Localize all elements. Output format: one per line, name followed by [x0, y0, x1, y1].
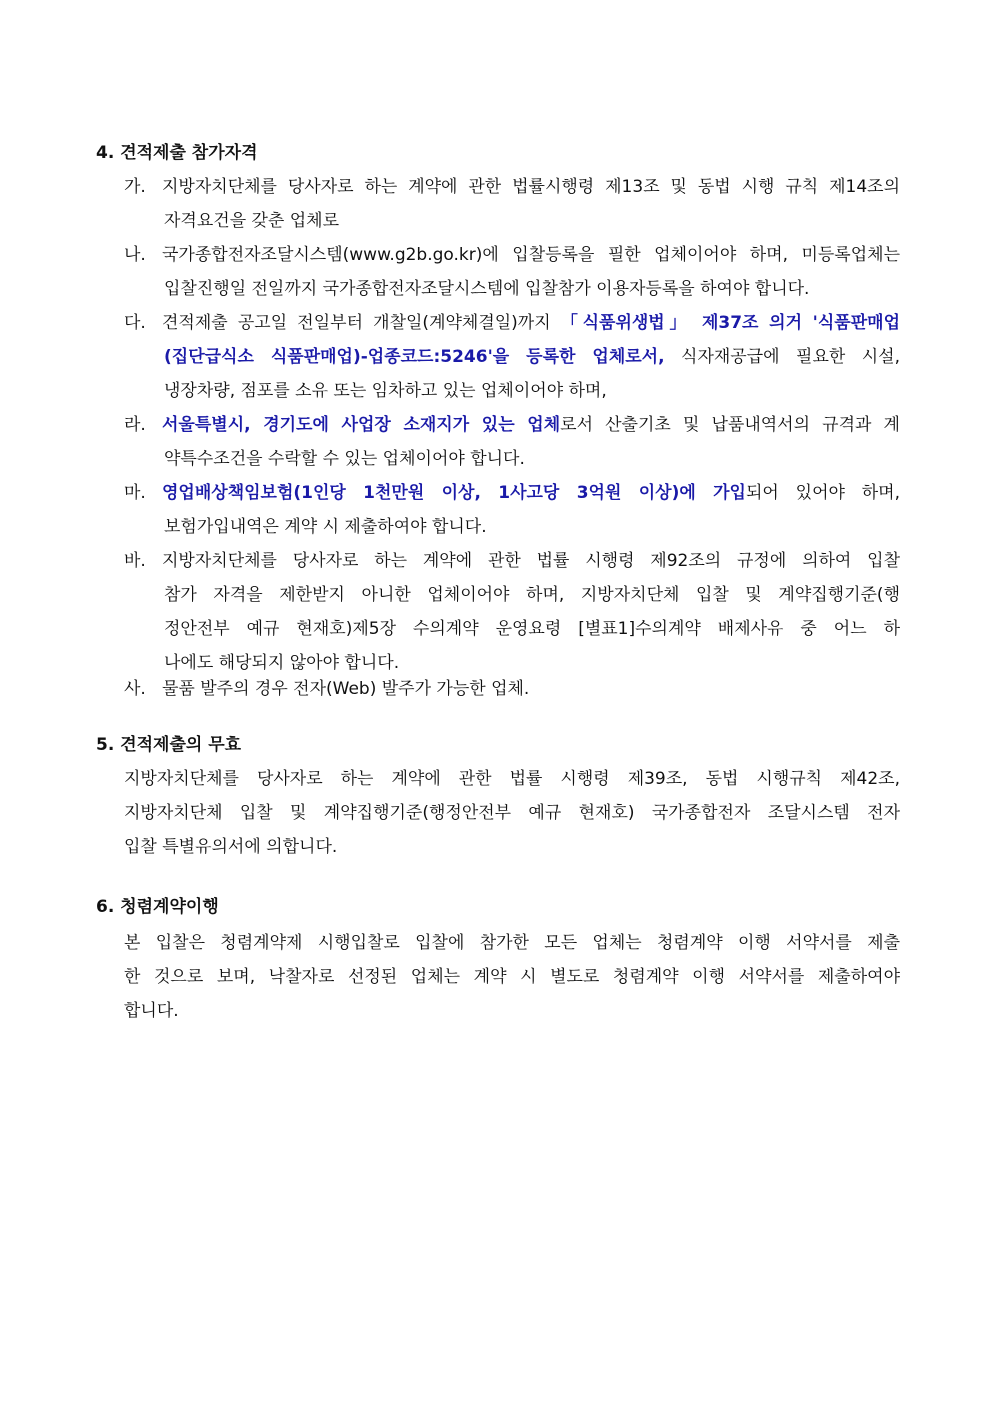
section-6-title: 6. 청렴계약이행: [96, 897, 219, 917]
item-marker: 사.: [124, 679, 146, 699]
section-5-title: 5. 견적제출의 무효: [96, 735, 242, 755]
section-6-body: [124, 926, 900, 1028]
item-marker: 가.: [124, 177, 146, 197]
emphasis-text: (집단급식소 식품판매업)-업종코드:5246'을 등록한 업체로서,: [164, 347, 665, 367]
list-item-ma: [124, 476, 900, 544]
item-line: 견적제출 공고일 전일부터 개찰일(계약체결일)까지 「식품위생법」 제37조 의거 '식품판매업: [162, 313, 900, 333]
item-marker: 마.: [124, 483, 146, 503]
item-line: 나에도 해당되지 않아야 합니다.: [164, 653, 400, 673]
item-line: 영업배상책임보험(1인당 1천만원 이상, 1사고당 3억원 이상)에 가입되어 있어야 하며,: [162, 483, 900, 503]
section-5-body: [124, 762, 900, 864]
item-line: 지방자치단체를 당사자로 하는 계약에 관한 법률 시행령 제92조의 규정에 의하여 입찰: [162, 551, 900, 571]
emphasis-text: 영업배상책임보험(1인당 1천만원 이상, 1사고당 3억원 이상)에 가입: [162, 483, 746, 503]
list-item-ga: [124, 170, 900, 238]
emphasis-text: 서울특별시, 경기도에 사업장 소재지가 있는 업체: [162, 415, 561, 435]
item-marker: 다.: [124, 313, 146, 333]
item-line: 서울특별시, 경기도에 사업장 소재지가 있는 업체로서 산출기초 및 납품내역서의 규격과 계: [162, 415, 900, 435]
item-line: 보험가입내역은 계약 시 제출하여야 합니다.: [164, 517, 487, 537]
item-line: 국가종합전자조달시스템(www.g2b.go.kr)에 입찰등록을 필한 업체이어야 하며, 미등록업체는: [162, 245, 900, 265]
paragraph-line: 본 입찰은 청렴계약제 시행입찰로 입찰에 참가한 모든 업체는 청렴계약 이행 서약서를 제출: [124, 933, 900, 953]
item-line: 자격요건을 갖춘 업체로: [164, 211, 340, 231]
item-marker: 바.: [124, 551, 146, 571]
item-line: 참가 자격을 제한받지 아니한 업체이어야 하며, 지방자치단체 입찰 및 계약집행기준(행: [164, 585, 900, 605]
paragraph-line: 합니다.: [124, 1001, 179, 1021]
emphasis-text: 「식품위생법」 제37조 의거 '식품판매업: [560, 313, 900, 333]
section-4-title: 4. 견적제출 참가자격: [96, 143, 258, 163]
item-line: 정안전부 예규 현재호)제5장 수의계약 운영요령 [별표1]수의계약 배제사유 중 어느 하: [164, 619, 900, 639]
item-line: 입찰진행일 전일까지 국가종합전자조달시스템에 입찰참가 이용자등록을 하여야 합니다.: [164, 279, 810, 299]
list-item-ba: [124, 544, 900, 680]
paragraph-line: 입찰 특별유의서에 의합니다.: [124, 837, 338, 857]
paragraph-line: 지방자치단체 입찰 및 계약집행기준(행정안전부 예규 현재호) 국가종합전자 조달시스템 전자: [124, 803, 900, 823]
item-line: 지방자치단체를 당사자로 하는 계약에 관한 법률시행령 제13조 및 동법 시행 규칙 제14조의: [162, 177, 900, 197]
list-item-sa: [124, 672, 900, 706]
list-item-ra: [124, 408, 900, 476]
item-line: 물품 발주의 경우 전자(Web) 발주가 가능한 업체.: [162, 679, 530, 699]
item-line: 냉장차량, 점포를 소유 또는 임차하고 있는 업체이어야 하며,: [164, 381, 607, 401]
list-item-da: [124, 306, 900, 408]
item-line: 약특수조건을 수락할 수 있는 업체이어야 합니다.: [164, 449, 525, 469]
paragraph-line: 지방자치단체를 당사자로 하는 계약에 관한 법률 시행령 제39조, 동법 시행규칙 제42조,: [124, 769, 900, 789]
paragraph-line: 한 것으로 보며, 낙찰자로 선정된 업체는 계약 시 별도로 청렴계약 이행 서약서를 제출하여야: [124, 967, 900, 987]
item-line: (집단급식소 식품판매업)-업종코드:5246'을 등록한 업체로서, 식자재공급에 필요한 시설,: [164, 347, 900, 367]
item-marker: 라.: [124, 415, 146, 435]
list-item-na: [124, 238, 900, 306]
item-marker: 나.: [124, 245, 146, 265]
